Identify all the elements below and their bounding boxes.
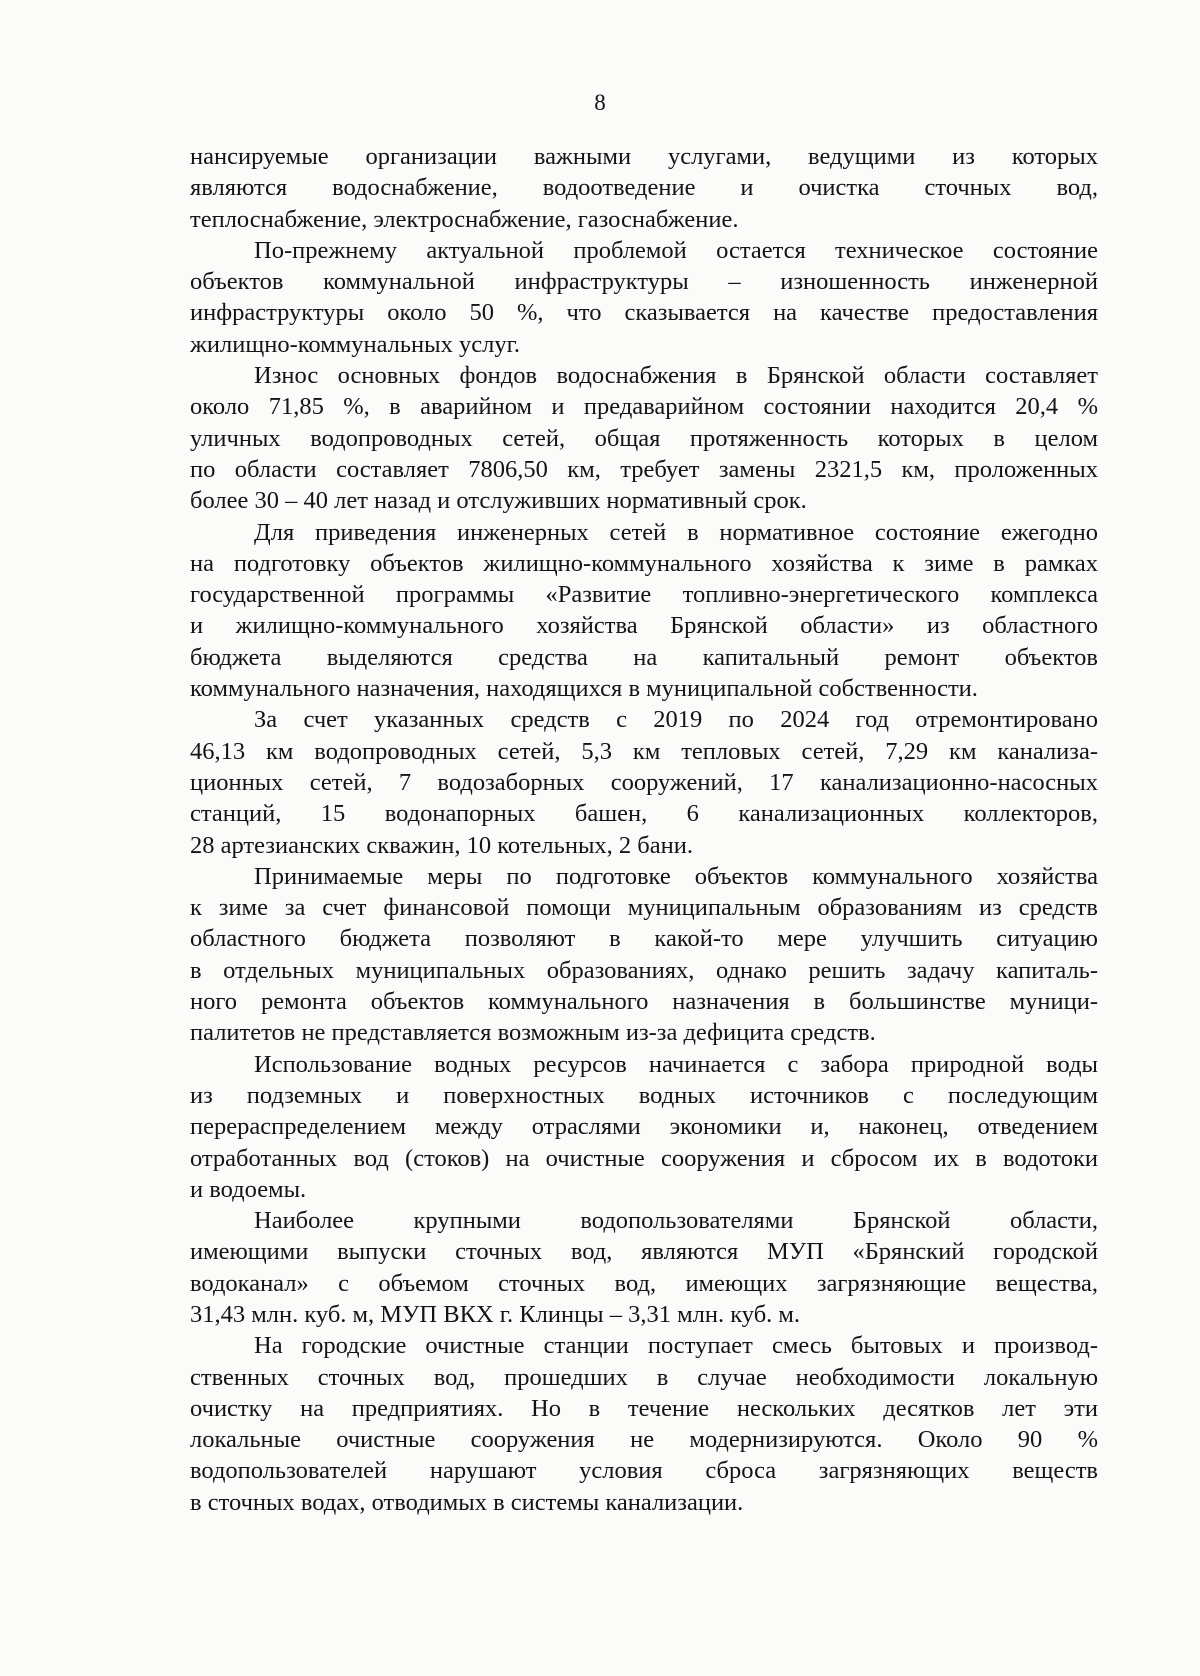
text-line: государственной программы «Развитие топливно-энергетического комплекса	[190, 581, 1098, 609]
text-line: На городские очистные станции поступает смесь бытовых и производ-	[254, 1332, 1098, 1360]
text-line: областного бюджета позволяют в какой-то мере улучшить ситуацию	[190, 925, 1098, 953]
text-line: локальные очистные сооружения не модернизируются. Около 90 %	[190, 1426, 1098, 1454]
paragraph	[190, 704, 1098, 860]
paragraph	[190, 1049, 1098, 1205]
text-line: водопользователей нарушают условия сброса загрязняющих веществ	[190, 1457, 1098, 1485]
text-line: объектов коммунальной инфраструктуры – изношенность инженерной	[190, 268, 1098, 296]
text-line: ционных сетей, 7 водозаборных сооружений, 17 канализационно-насосных	[190, 768, 1098, 796]
text-line: ственных сточных вод, прошедших в случае необходимости локальную	[190, 1363, 1098, 1391]
paragraph	[190, 517, 1098, 705]
text-line: в отдельных муниципальных образованиях, однако решить задачу капиталь-	[190, 956, 1098, 984]
text-line: перераспределением между отраслями экономики и, наконец, отведением	[190, 1113, 1098, 1141]
text-line: 31,43 млн. куб. м, МУП ВКХ г. Клинцы – 3,31 млн. куб. м.	[190, 1300, 801, 1328]
text-line: более 30 – 40 лет назад и отслуживших нормативный срок.	[190, 487, 807, 515]
text-line: теплоснабжение, электроснабжение, газоснабжение.	[190, 205, 739, 233]
text-line: отработанных вод (стоков) на очистные сооружения и сбросом их в водотоки	[190, 1144, 1098, 1172]
text-line: Принимаемые меры по подготовке объектов коммунального хозяйства	[254, 862, 1098, 890]
text-line: по области составляет 7806,50 км, требует замены 2321,5 км, проложенных	[190, 455, 1098, 483]
paragraph	[190, 1330, 1098, 1518]
page-number: 8	[594, 90, 606, 115]
text-line: Износ основных фондов водоснабжения в Брянской области составляет	[254, 362, 1098, 390]
text-line: жилищно-коммунальных услуг.	[190, 330, 521, 358]
text-line: являются водоснабжение, водоотведение и очистка сточных вод,	[190, 174, 1098, 202]
text-line: инфраструктуры около 50 %, что сказывается на качестве предоставления	[190, 299, 1098, 327]
text-line: имеющими выпуски сточных вод, являются МУП «Брянский городской	[190, 1238, 1098, 1266]
paragraph	[190, 861, 1098, 1049]
text-line: бюджета выделяются средства на капитальный ремонт объектов	[190, 643, 1098, 671]
text-line: и жилищно-коммунального хозяйства Брянской области» из областного	[190, 612, 1098, 640]
paragraph	[190, 141, 1098, 235]
text-line: водоканал» с объемом сточных вод, имеющих загрязняющие вещества,	[190, 1269, 1098, 1297]
text-line: 28 артезианских скважин, 10 котельных, 2 бани.	[190, 831, 693, 859]
text-line: коммунального назначения, находящихся в муниципальной собственности.	[190, 675, 978, 703]
text-line: очистку на предприятиях. Но в течение нескольких десятков лет эти	[190, 1394, 1098, 1422]
paragraph	[190, 1205, 1098, 1330]
text-line: Для приведения инженерных сетей в нормативное состояние ежегодно	[254, 518, 1098, 546]
text-line: палитетов не представляется возможным из-за дефицита средств.	[190, 1019, 876, 1047]
text-line: уличных водопроводных сетей, общая протяженность которых в целом	[190, 424, 1098, 452]
text-line: в сточных водах, отводимых в системы канализации.	[190, 1488, 744, 1516]
text-line: ного ремонта объектов коммунального назначения в большинстве муници-	[190, 988, 1098, 1016]
text-line: 46,13 км водопроводных сетей, 5,3 км тепловых сетей, 7,29 км канализа-	[190, 737, 1098, 765]
document-body	[190, 141, 1098, 1518]
text-line: на подготовку объектов жилищно-коммунального хозяйства к зиме в рамках	[190, 549, 1098, 577]
text-line: нансируемые организации важными услугами, ведущими из которых	[190, 143, 1098, 170]
text-line: к зиме за счет финансовой помощи муниципальным образованиям из средств	[190, 894, 1098, 922]
text-line: из подземных и поверхностных водных источников с последующим	[190, 1081, 1098, 1109]
paragraph	[190, 235, 1098, 360]
paragraph	[190, 360, 1098, 516]
text-line: около 71,85 %, в аварийном и предаварийном состоянии находится 20,4 %	[190, 393, 1098, 421]
text-line: станций, 15 водонапорных башен, 6 канализационных коллекторов,	[190, 800, 1098, 828]
text-line: Использование водных ресурсов начинается с забора природной воды	[254, 1050, 1098, 1078]
text-line: Наиболее крупными водопользователями Брянской области,	[254, 1207, 1098, 1235]
text-line: За счет указанных средств с 2019 по 2024 год отремонтировано	[254, 706, 1098, 734]
text-line: По-прежнему актуальной проблемой остается техническое состояние	[254, 236, 1098, 264]
text-line: и водоемы.	[190, 1175, 307, 1203]
